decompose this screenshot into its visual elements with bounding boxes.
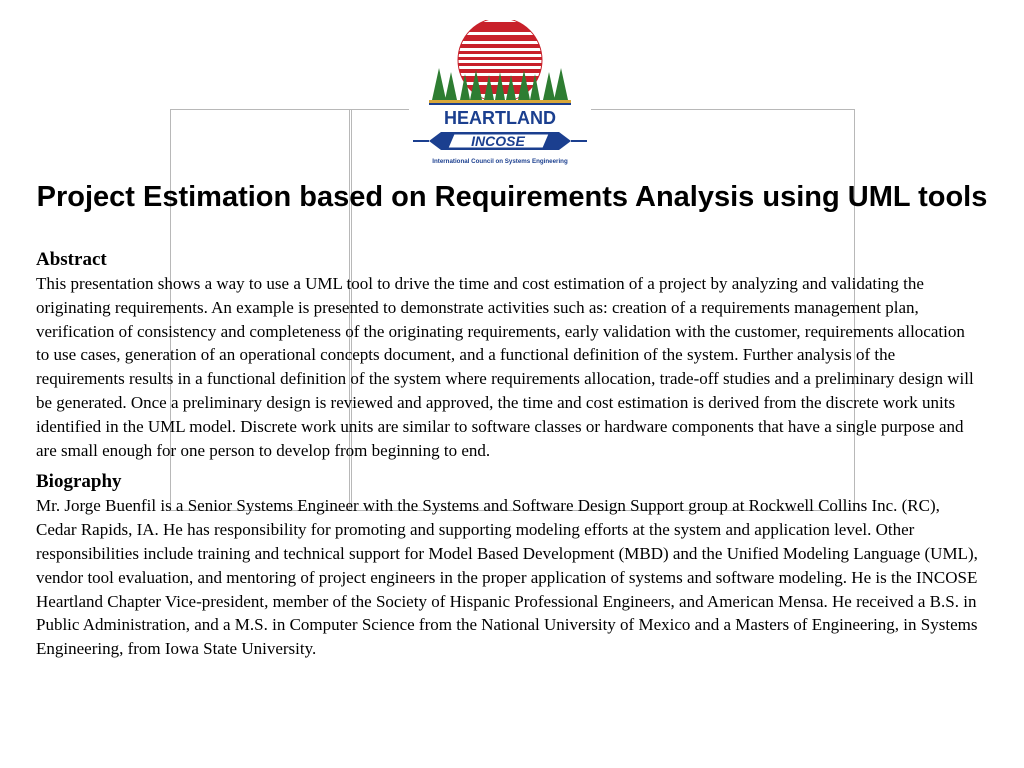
biography-text: Mr. Jorge Buenfil is a Senior Systems Engineer with the Systems and Software Design Support group at Rockwell Collins Inc. (RC), Cedar Rapids, IA. He has responsibility for promoting and supporting modeling efforts at the system and application level. Other responsibilities include training and technical support for Model Based Development (MBD) and the Unified Modeling Language (UML), vendor tool evaluation, and mentoring of project engineers in the proper application of systems and software modeling. He is the INCOSE Heartland Chapter Vice-president, member of the Society of Hispanic Professional Engineers, and American Mensa. He received a B.S. in Public Administration, and a M.S. in Computer Science from the National University of Mexico and a Masters of Engineering, in Systems Engineering, from Iowa State University. [36,496,978,659]
abstract-text: This presentation shows a way to use a UML tool to drive the time and cost estimation of a project by analyzing and validating the originating requirements. An example is presented to demonstrate activities such as: creation of a requirements management plan, verification of consistency and completeness of the originating requirements, early validation with the customer, requirements allocation to use cases, generation of an operational concepts document, and a functional definition of the system. Further analysis of the requirements results in a functional definition of the system where requirements allocation, trade-off studies and a preliminary design will be generated. Once a preliminary design is reviewed and approved, the time and cost estimation is derived from the discrete work units identified in the UML model. Discrete work units are similar to software classes or hardware components that have a single purpose and are small enough for one person to develop from beginning to end. [36,274,974,460]
document-body [36,248,982,669]
page-title: Project Estimation based on Requirements Analysis using UML tools [36,181,988,213]
tree-row [432,68,568,100]
logo-graphic [409,20,591,168]
abstract-heading: Abstract [36,249,107,270]
logo-incose-text: INCOSE [471,133,525,149]
biography-heading: Biography [36,471,122,493]
logo-heartland-text: HEARTLAND [444,108,556,128]
logo-caption: International Council on Systems Engineering [432,158,568,165]
heartland-incose-logo [409,20,591,168]
